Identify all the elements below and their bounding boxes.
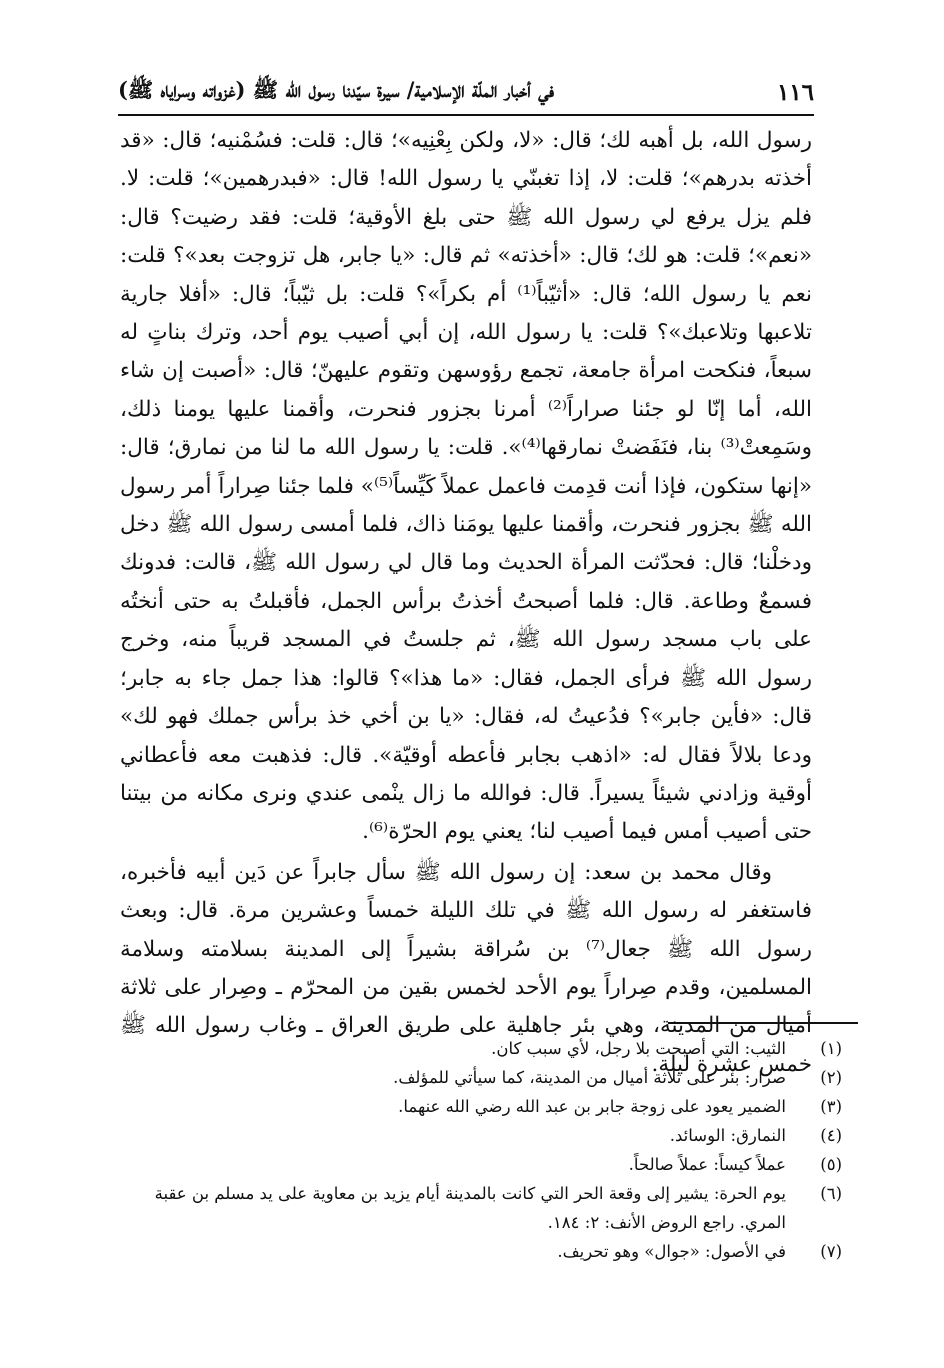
footnote-number: (٣) xyxy=(820,1097,842,1116)
footnote xyxy=(118,1063,842,1092)
footnote-divider xyxy=(668,1022,858,1024)
footnote-text: صرار: بئر على ثلاثة أميال من المدينة، كما سيأتي للمؤلف. xyxy=(393,1068,786,1087)
page-number: ١١٦ xyxy=(776,78,814,106)
footnote-text: النمارق: الوسائد. xyxy=(669,1126,786,1145)
footnote-text: عملاً كيساً: عملاً صالحاً. xyxy=(628,1155,786,1174)
footnote xyxy=(118,1121,842,1150)
footnotes xyxy=(118,1034,842,1266)
footnote-text: يوم الحرة: يشير إلى وقعة الحر التي كانت بالمدينة أيام يزيد بن معاوية على يد مسلم بن عقبة المري. راجع الروض الأنف: ٢: ١٨٤. xyxy=(154,1184,786,1232)
footnote-text: الضمير يعود على زوجة جابر بن عبد الله رضي الله عنهما. xyxy=(398,1097,786,1116)
body-paragraph: رسول الله، بل أهبه لك؛ قال: «لا، ولكن بِعْنِيه»؛ قال: قلت: فسُمْنيه؛ قال: «قد أخذته بدرهم»؛ قلت: لا، إذا تغبنّي يا رسول الله! قال: «فبدرهمين»؛ قلت: لا. فلم يزل يرفع لي رسول الله ﷺ حتى بلغ الأوقية؛ قلت: فقد رضيت؟ قال: «نعم»؛ قلت: هو لك؛ قال: «أخذته» ثم قال: «يا جابر، هل تزوجت بعد»؟ قلت: نعم يا رسول الله؛ قال: «أثيّباً⁽¹⁾ أم بكراً»؟ قلت: بل ثيّباً؛ قال: «أفلا جارية تلاعبها وتلاعبك»؟ قلت: يا رسول الله، إن أبي أصيب يوم أحد، وترك بناتٍ له سبعاً، فنكحت امرأة جامعة، تجمع رؤوسهن وتقوم عليهنّ؛ قال: «أصبت إن شاء الله، أما إنّا لو جئنا صراراً⁽²⁾ أمرنا بجزور فنحرت، وأقمنا عليها يومنا ذلك، وسَمِعتْ⁽³⁾ بنا، فنَفَضتْ نمارقها⁽⁴⁾». قلت: يا رسول الله ما لنا من نمارق؛ قال: «إنها ستكون، فإذا أنت قدِمت فاعمل عملاً كَيِّساً⁽⁵⁾» فلما جئنا صِراراً أمر رسول الله ﷺ بجزور فنحرت، وأقمنا عليها يومَنا ذاك، فلما أمسى رسول الله ﷺ دخل ودخلْنا؛ قال: فحدّثت المرأة الحديث وما قال لي رسول الله ﷺ، قالت: فدونك فسمعٌ وطاعة. قال: فلما أصبحتُ أخذتُ برأس الجمل، فأقبلتُ به حتى أنختُه على باب مسجد رسول الله ﷺ، ثم جلستُ في المسجد قريباً منه، وخرج رسول الله ﷺ فرأى الجمل، فقال: «ما هذا»؟ قالوا: هذا جمل جاء به جابر؛ قال: «فأين جابر»؟ فدُعيتُ له، فقال: «يا بن أخي خذ برأس جملك فهو لك» ودعا بلالاً فقال له: «اذهب بجابر فأعطه أوقيّة». قال: فذهبت معه فأعطاني أوقية وزادني شيئاً يسيراً. قال: فوالله ما زال ينْمى عندي ونرى مكانه من بيتنا حتى أصيب أمس فيما أصيب لنا؛ يعني يوم الحرّة⁽⁶⁾. xyxy=(120,128,813,845)
footnote-number: (٤) xyxy=(820,1126,842,1145)
footnote-number: (٥) xyxy=(820,1155,842,1174)
header-title: في أخبار الملّة الإسلامية/ سيرة سيّدنا رسول الله ﷺ (غزواته وسراياه ﷺ) xyxy=(118,76,555,102)
footnote xyxy=(118,1150,842,1179)
main-text xyxy=(120,122,812,1084)
footnote xyxy=(118,1092,842,1121)
footnote-text: في الأصول: «جوال» وهو تحريف. xyxy=(557,1242,786,1261)
footnote-text: الثيب: التي أصبحت بلا رجل، لأي سبب كان. xyxy=(491,1039,786,1058)
footnote xyxy=(118,1034,842,1063)
footnote-number: (٢) xyxy=(820,1068,842,1087)
running-header xyxy=(118,72,814,112)
footnote-number: (١) xyxy=(820,1039,842,1058)
header-divider xyxy=(118,114,814,116)
footnote-number: (٧) xyxy=(820,1242,842,1261)
footnote-number: (٦) xyxy=(820,1184,842,1203)
body-paragraph: وقال محمد بن سعد: إن رسول الله ﷺ سأل جابراً عن دَين أبيه فأخبره، فاستغفر له رسول الله ﷺ في تلك الليلة خمساً وعشرين مرة. قال: وبعث رسول الله ﷺ جعال⁽⁷⁾ بن سُراقة بشيراً إلى المدينة بسلامته وسلامة المسلمين، وقدم صِراراً يوم الأحد لخمس بقين من المحرّم ـ وصِرار على ثلاثة أميال من المدينة، وهي بئر جاهلية على طريق العراق ـ وغاب رسول الله ﷺ خمس عشرة ليلة. xyxy=(120,859,812,1077)
footnote xyxy=(118,1237,842,1266)
footnote xyxy=(118,1179,842,1237)
